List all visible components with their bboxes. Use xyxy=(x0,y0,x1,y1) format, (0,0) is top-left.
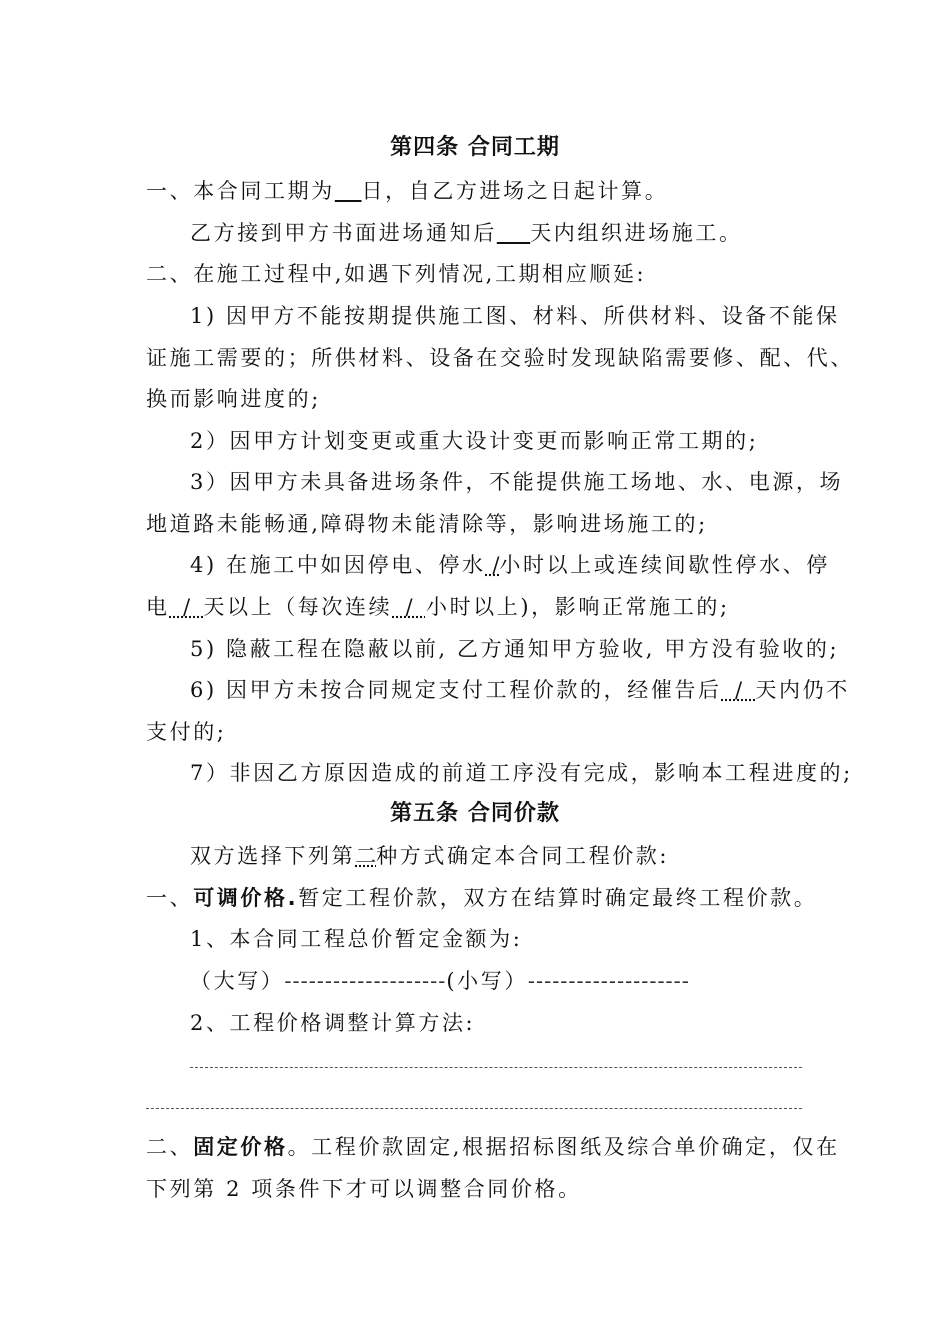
article4-extension-intro: 二、在施工过程中,如遇下列情况,工期相应顺延: xyxy=(146,262,647,286)
article4-title: 第四条 合同工期 xyxy=(390,135,560,160)
entry-days-blank[interactable] xyxy=(497,221,530,245)
amount-lower-label: (小写） xyxy=(446,969,528,993)
fixed-price-line1: 二、固定价格。工程价款固定,根据招标图纸及综合单价确定，仅在 xyxy=(146,1135,840,1159)
entry-text: 天内组织进场施工。 xyxy=(530,221,743,245)
method-blank-line2[interactable] xyxy=(146,1108,802,1109)
amount-lower-blank[interactable]: -------------------- xyxy=(527,969,690,993)
item2: 2）因甲方计划变更或重大设计变更而影响正常工期的; xyxy=(190,429,759,453)
article4-entry-line xyxy=(190,218,743,248)
article5-intro: 双方选择下列第二种方式确定本合同工程价款: xyxy=(190,844,670,868)
item3-line1: 3）因甲方未具备进场条件，不能提供施工场地、水、电源，场 xyxy=(190,470,844,494)
item3-line2: 地道路未能畅通,障碍物未能清除等，影响进场施工的; xyxy=(146,512,708,536)
item1-line1: 1) 因甲方不能按期提供施工图、材料、所供材料、设备不能保 xyxy=(190,304,840,328)
item4-line1: 4) 在施工中如因停电、停水 /小时以上或连续间歇性停水、停 xyxy=(190,553,830,577)
article5-title: 第五条 合同价款 xyxy=(390,801,560,826)
fixed-price-label: 固定价格 xyxy=(193,1135,288,1159)
amount-upper-label: （大写） xyxy=(190,969,285,993)
amount-line xyxy=(190,966,690,996)
item4-line2: 电 / 天以上（每次连续 / 小时以上)，影响正常施工的; xyxy=(146,595,730,619)
item4-hours-blank[interactable]: / xyxy=(485,553,500,577)
fixed-price-line2: 下列第 2 项条件下才可以调整合同价格。 xyxy=(146,1177,582,1201)
item1-line2: 证施工需要的；所供材料、设备在交验时发现缺陷需要修、配、代、 xyxy=(146,346,854,370)
item6-line2: 支付的; xyxy=(146,720,227,744)
sub2-adjust-method: 2、工程价格调整计算方法: xyxy=(190,1011,476,1035)
item4-continuous-hours-blank[interactable]: / xyxy=(392,595,426,619)
item5: 5) 隐蔽工程在隐蔽以前, 乙方通知甲方验收, 甲方没有验收的; xyxy=(190,637,840,661)
item6-line1: 6) 因甲方未按合同规定支付工程价款的，经催告后 / 天内仍不 xyxy=(190,678,850,702)
item4-days-blank[interactable]: / xyxy=(169,595,204,619)
article4-duration-line xyxy=(146,176,668,206)
item6-days-blank[interactable]: / xyxy=(721,678,756,702)
sub1-total-price: 1、本合同工程总价暂定金额为: xyxy=(190,927,523,951)
price-method-choice[interactable]: 二 xyxy=(355,844,377,868)
duration-days-blank[interactable] xyxy=(335,179,362,203)
item1-line3: 换而影响进度的; xyxy=(146,387,321,411)
adjustable-price-line: 一、可调价格.暂定工程价款，双方在结算时确定最终工程价款。 xyxy=(146,886,818,910)
duration-label: 一、本合同工期为 xyxy=(146,179,335,203)
amount-upper-blank[interactable]: -------------------- xyxy=(284,969,447,993)
entry-label: 乙方接到甲方书面进场通知后 xyxy=(190,221,497,245)
adjustable-price-label: 可调价格. xyxy=(193,886,299,910)
duration-text: 日，自乙方进场之日起计算。 xyxy=(361,179,669,203)
method-blank-line1[interactable] xyxy=(190,1067,802,1068)
item7: 7）非因乙方原因造成的前道工序没有完成，影响本工程进度的; xyxy=(190,761,853,785)
